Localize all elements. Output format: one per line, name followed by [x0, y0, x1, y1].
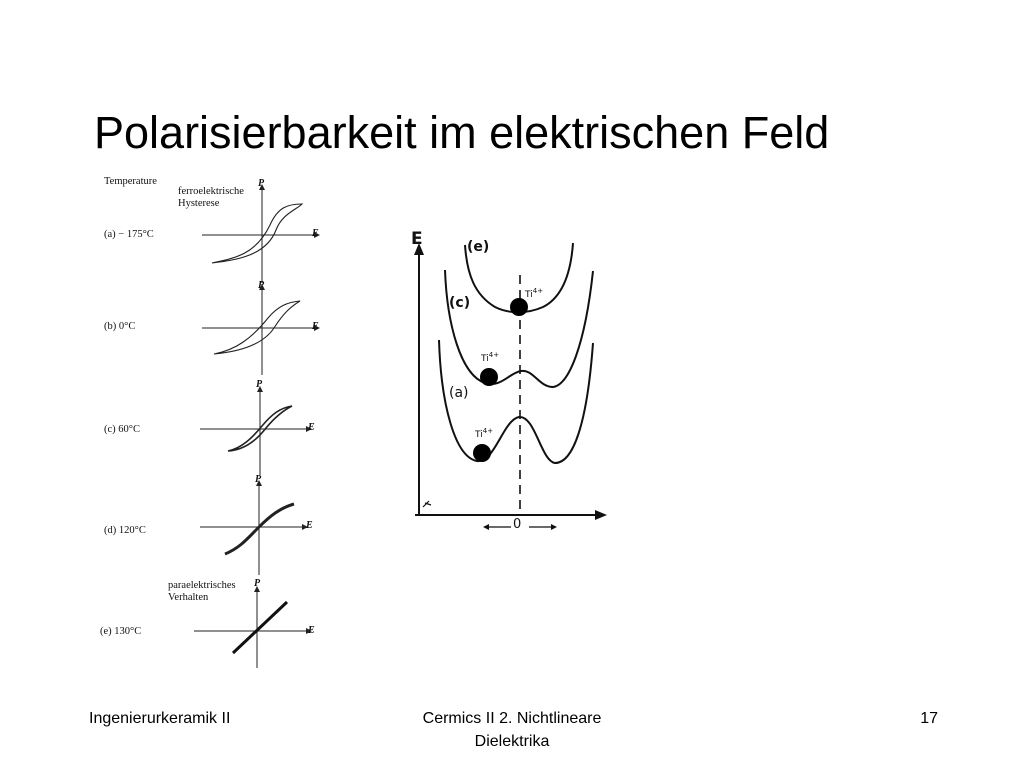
energy-well-figure	[405, 225, 620, 540]
hysteresis-figure	[96, 170, 336, 670]
panel-e-label: (e) 130°C	[100, 626, 142, 637]
paraelectric-behavior-label: Verhalten	[168, 592, 209, 603]
panel-b-e-axis-label: E	[312, 321, 319, 332]
footer-course-name: Ingenierurkeramik II	[89, 710, 231, 727]
panel-d-e-axis-label: E	[306, 520, 313, 531]
ion-c-marker	[480, 368, 498, 386]
panel-e-linear-response	[233, 602, 287, 653]
ion-c-label: $Ti^{4+}$	[481, 351, 500, 364]
panel-c-p-axis-label: P	[256, 379, 263, 390]
temperature-header: Temperature	[104, 176, 157, 187]
footer-chapter	[380, 707, 644, 753]
curve-a-label: (a)	[449, 385, 469, 401]
ion-a-label: $Ti^{4+}$	[475, 427, 494, 440]
hysteresis-drawing	[96, 170, 336, 670]
panel-d-p-axis-label: P	[255, 474, 262, 485]
energy-axis-label: E	[411, 229, 423, 249]
panel-d-label: (d) 120°C	[104, 525, 146, 536]
panel-a-p-axis-label: P	[258, 178, 265, 189]
panel-c-label: (c) 60°C	[104, 424, 140, 435]
slide-title: Polarisierbarkeit im elektrischen Feld	[94, 107, 830, 158]
panel-a-label: (a) − 175°C	[104, 229, 154, 240]
curve-e-label: (e)	[467, 239, 490, 255]
curve-c-label: (c)	[449, 295, 471, 311]
ion-e-marker	[510, 298, 528, 316]
panel-e-axes	[194, 586, 312, 668]
panel-e-p-axis-label: P	[254, 578, 261, 589]
energy-well-drawing	[405, 225, 620, 540]
panel-d-axes	[200, 480, 308, 575]
x-origin-label: 0	[513, 517, 522, 532]
paraelectric-label: paraelektrisches	[168, 580, 236, 591]
panel-b-p-axis-label: P	[258, 280, 265, 291]
curve-c-double-well	[445, 270, 593, 387]
ion-a-marker	[473, 444, 491, 462]
footer-chapter-line-2: Dielektrika	[474, 733, 550, 750]
ion-e-label: $Ti^{4+}$	[525, 287, 544, 300]
panel-c-e-axis-label: E	[308, 422, 315, 433]
panel-b-label: (b) 0°C	[104, 321, 136, 332]
hysteresis-label: Hysterese	[178, 198, 220, 209]
panel-b-axes	[202, 284, 320, 375]
ferroelectric-label: ferroelektrische	[178, 186, 244, 197]
footer-chapter-line-1: Cermics II 2. Nichtlineare	[422, 710, 602, 727]
panel-c-axes	[200, 386, 312, 475]
panel-a-axes	[202, 184, 320, 283]
panel-e-e-axis-label: E	[308, 625, 315, 636]
page-number: 17	[920, 710, 938, 727]
panel-a-hysteresis-loop	[212, 204, 302, 263]
panel-a-e-axis-label: E	[312, 228, 319, 239]
